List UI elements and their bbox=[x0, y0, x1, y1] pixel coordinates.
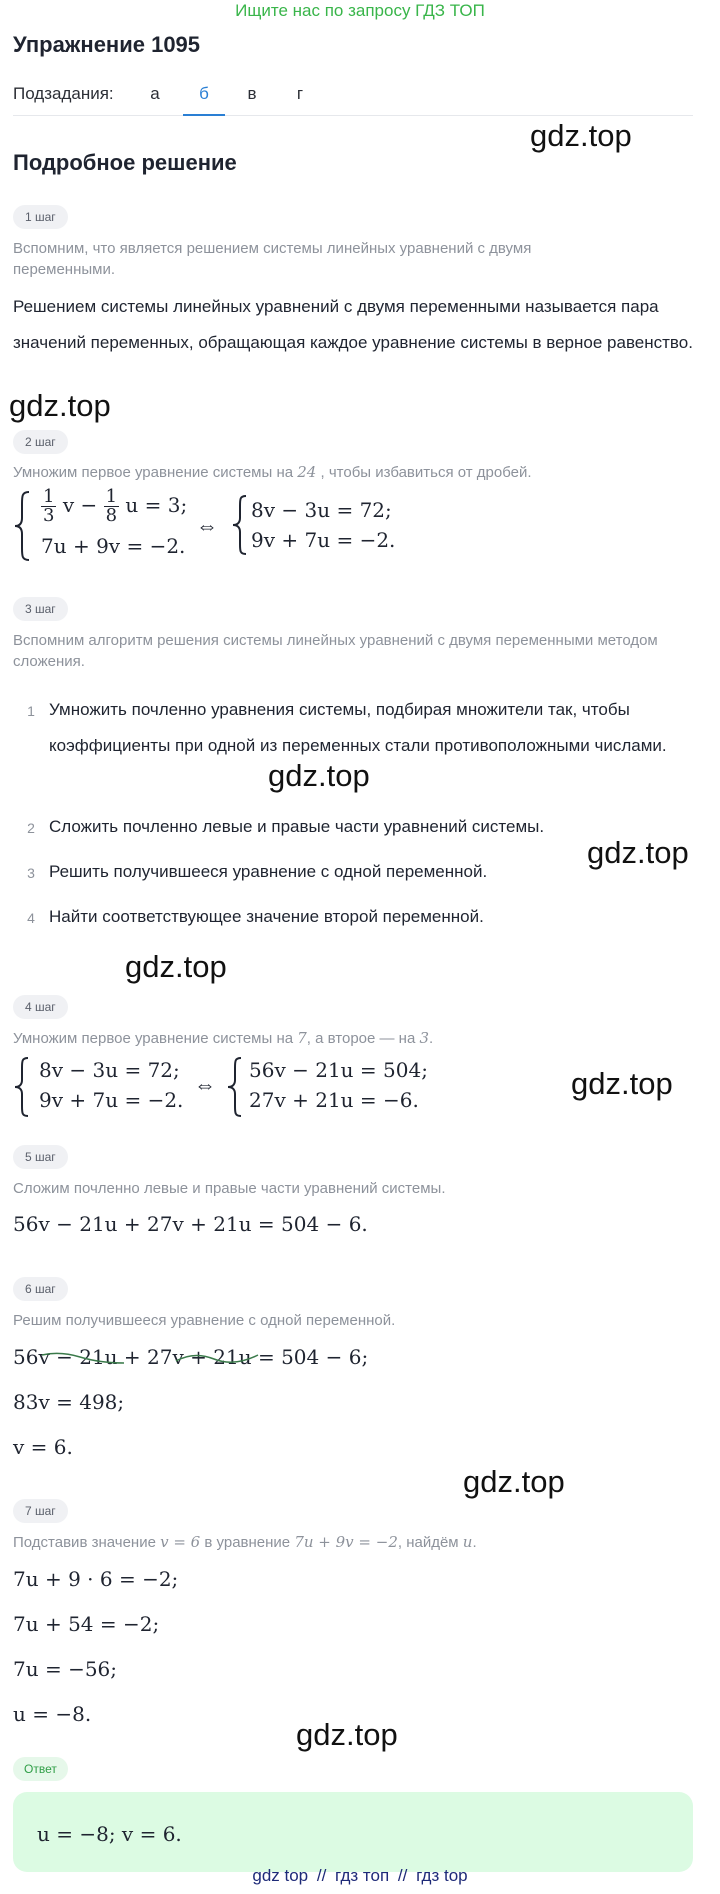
hint-text: , чтобы избавиться от дробей. bbox=[320, 464, 532, 481]
left-brace-icon bbox=[13, 490, 33, 562]
eq-line: 27v + 21u = −6. bbox=[249, 1088, 419, 1112]
active-tab-indicator bbox=[183, 114, 225, 116]
answer-box bbox=[13, 1792, 693, 1872]
eq-line: 8v − 3u = 72; bbox=[39, 1058, 180, 1082]
equation-cancelled: 56v − 21u + 27v + 21u = 504 − 6; bbox=[13, 1345, 369, 1369]
left-brace-icon bbox=[13, 1056, 31, 1118]
subtasks-label: Подзадания: bbox=[13, 84, 114, 103]
equation: 7u + 54 = −2; bbox=[13, 1612, 160, 1636]
search-banner[interactable]: Ищите нас по запросу ГДЗ ТОП bbox=[235, 1, 485, 20]
equation: u = −8. bbox=[13, 1702, 92, 1726]
step-hint bbox=[13, 462, 663, 483]
footer-links bbox=[0, 1866, 720, 1886]
step-body: Решением системы линейных уравнений с двумя переменными называется пара значений переменных, обращающая каждое уравнение системы в верное равенство. bbox=[13, 297, 693, 352]
watermark: gdz.top bbox=[530, 118, 632, 153]
watermark: gdz.top bbox=[296, 1717, 398, 1752]
eq-line: 8v − 3u = 72; bbox=[251, 498, 392, 522]
equation-system bbox=[13, 488, 433, 568]
footer-link[interactable]: gdz top bbox=[252, 1866, 309, 1885]
watermark: gdz.top bbox=[9, 388, 111, 423]
list-item: Решить получившееся уравнение с одной переменной. bbox=[49, 862, 488, 881]
right-brace-icon bbox=[231, 494, 249, 556]
list-item: Сложить почленно левые и правые части уравнений системы. bbox=[49, 817, 545, 836]
step-hint bbox=[13, 1532, 703, 1553]
step-badge: 3 шаг bbox=[13, 597, 68, 621]
equation: v = 6. bbox=[13, 1435, 73, 1459]
footer-link[interactable]: гдз top bbox=[416, 1866, 468, 1885]
eq-part: v − bbox=[62, 493, 98, 517]
list-item: Найти соответствующее значение второй переменной. bbox=[49, 907, 484, 926]
watermark: gdz.top bbox=[268, 758, 370, 793]
watermark: gdz.top bbox=[571, 1066, 673, 1101]
watermark: gdz.top bbox=[125, 949, 227, 984]
tab-v[interactable]: в bbox=[247, 84, 257, 103]
section-title: Подробное решение bbox=[13, 150, 237, 175]
footer-link[interactable]: гдз топ bbox=[335, 1866, 390, 1885]
eq-line: 56v − 21u = 504; bbox=[249, 1058, 428, 1082]
tab-b[interactable]: б bbox=[199, 84, 209, 103]
fraction: $\frac{1}{8}$ bbox=[105, 486, 118, 526]
hint-text: Подставив значение bbox=[13, 1534, 156, 1551]
step-hint: Сложим почленно левые и правые части уравнений системы. bbox=[13, 1180, 446, 1197]
hint-text: , а второе — на bbox=[306, 1030, 416, 1047]
page-title: Упражнение 1095 bbox=[13, 32, 201, 57]
eq-line: 9v + 7u = −2. bbox=[39, 1088, 184, 1112]
equation-system bbox=[13, 1054, 453, 1120]
step-hint: Вспомним, что является решением системы линейных уравнений с двумя переменными. bbox=[13, 240, 532, 278]
tab-a[interactable]: а bbox=[150, 84, 160, 103]
fraction: $\frac{1}{3}$ bbox=[43, 486, 55, 526]
footer-separator: // bbox=[316, 1866, 327, 1885]
equation: 7u + 9 · 6 = −2; bbox=[13, 1567, 179, 1591]
eq-line: 7u + 9v = −2. bbox=[41, 534, 186, 558]
equivalence-icon: ⇔ bbox=[196, 513, 218, 538]
step-hint: Вспомним алгоритм решения системы линейных уравнений с двумя переменными методом сложения. bbox=[13, 632, 658, 670]
step-badge: 4 шаг bbox=[13, 995, 68, 1019]
hint-math: v = 6 bbox=[160, 1533, 201, 1551]
equation: 83v = 498; bbox=[13, 1390, 125, 1414]
watermark: gdz.top bbox=[587, 835, 689, 870]
tab-g[interactable]: г bbox=[296, 84, 304, 103]
list-number: 4 bbox=[27, 910, 35, 926]
list-number: 2 bbox=[27, 820, 35, 836]
answer-badge: Ответ bbox=[13, 1757, 68, 1781]
hint-text: Умножим первое уравнение системы на bbox=[13, 1030, 294, 1047]
hint-math: 7u + 9v = −2 bbox=[294, 1533, 398, 1551]
answer-value: u = −8; v = 6. bbox=[37, 1822, 182, 1846]
equivalence-icon: ⇔ bbox=[194, 1072, 216, 1097]
hint-math: 24 bbox=[297, 463, 317, 481]
step-badge: 5 шаг bbox=[13, 1145, 68, 1169]
step-hint bbox=[13, 1028, 663, 1049]
eq-line: 9v + 7u = −2. bbox=[251, 528, 396, 552]
strike-icon bbox=[40, 1347, 126, 1367]
list-number: 3 bbox=[27, 865, 35, 881]
hint-math: 3 bbox=[419, 1029, 430, 1047]
hint-text: , найдём bbox=[397, 1534, 459, 1551]
hint-text: Умножим первое уравнение системы на bbox=[13, 464, 294, 481]
equation: 56v − 21u + 27v + 21u = 504 − 6. bbox=[13, 1212, 368, 1236]
hint-math: u bbox=[462, 1533, 473, 1551]
watermark: gdz.top bbox=[463, 1464, 565, 1499]
right-brace-icon bbox=[226, 1056, 244, 1118]
equation: 7u = −56; bbox=[13, 1657, 118, 1681]
hint-text: в уравнение bbox=[204, 1534, 291, 1551]
eq-part: u = 3; bbox=[125, 493, 188, 517]
tabs-divider bbox=[13, 115, 693, 116]
strike-icon bbox=[174, 1347, 260, 1367]
step-badge: 7 шаг bbox=[13, 1499, 68, 1523]
footer-separator: // bbox=[397, 1866, 408, 1885]
list-item: Умножить почленно уравнения системы, подбирая множители так, чтобы коэффициенты при одной из переменных стали противоположными числами. bbox=[49, 700, 667, 755]
step-badge: 6 шаг bbox=[13, 1277, 68, 1301]
step-badge: 1 шаг bbox=[13, 205, 68, 229]
hint-text: . bbox=[472, 1534, 477, 1551]
step-badge: 2 шаг bbox=[13, 430, 68, 454]
step-hint: Решим получившееся уравнение с одной переменной. bbox=[13, 1312, 396, 1329]
list-number: 1 bbox=[27, 703, 35, 719]
hint-text: . bbox=[429, 1030, 434, 1047]
hint-math: 7 bbox=[297, 1029, 307, 1047]
